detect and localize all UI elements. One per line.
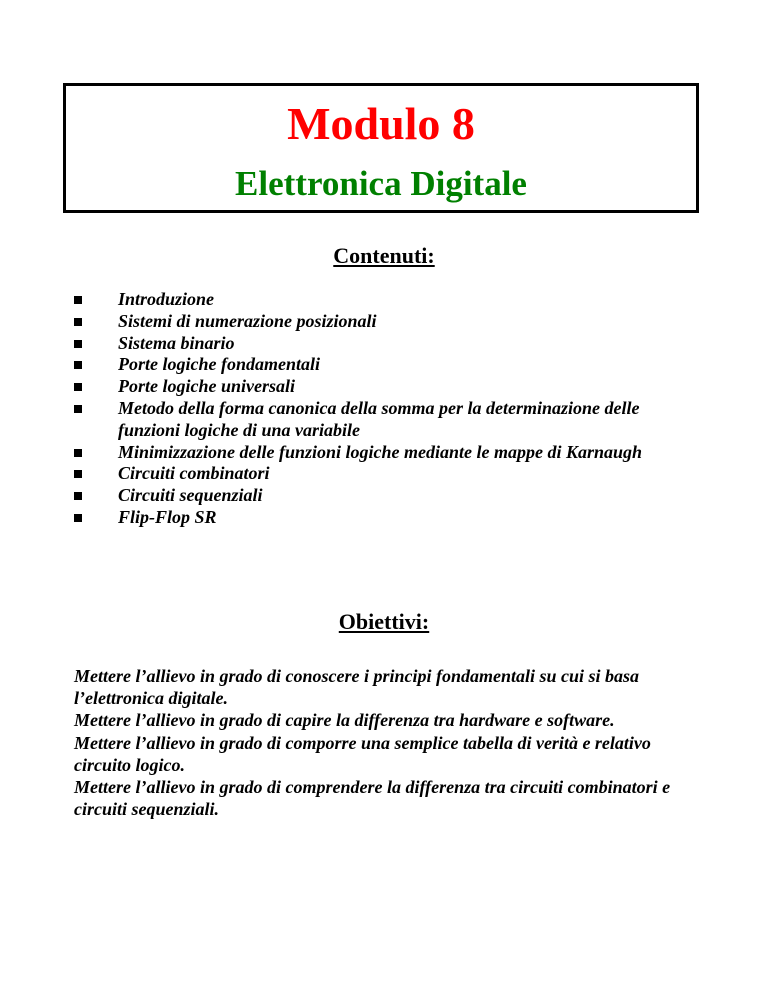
square-bullet-icon bbox=[74, 296, 82, 304]
list-item-text: Circuiti sequenziali bbox=[118, 485, 263, 506]
list-item bbox=[74, 376, 694, 398]
title-box bbox=[63, 83, 699, 213]
list-item bbox=[74, 354, 694, 376]
objective-paragraph: Mettere l’allievo in grado di capire la differenza tra hardware e software. bbox=[74, 710, 615, 731]
list-item-text: Flip-Flop SR bbox=[118, 506, 217, 527]
square-bullet-icon bbox=[74, 449, 82, 457]
square-bullet-icon bbox=[74, 340, 82, 348]
list-item bbox=[74, 507, 694, 529]
square-bullet-icon bbox=[74, 470, 82, 478]
module-subtitle: Elettronica Digitale bbox=[235, 164, 527, 203]
list-item bbox=[74, 398, 694, 442]
list-item-text: Circuiti combinatori bbox=[118, 463, 270, 484]
square-bullet-icon bbox=[74, 405, 82, 413]
square-bullet-icon bbox=[74, 492, 82, 500]
objective-paragraph: Mettere l’allievo in grado di comprendere la differenza tra circuiti combinatori e circuiti sequenziali. bbox=[74, 777, 671, 820]
objective-paragraph: Mettere l’allievo in grado di conoscere i principi fondamentali su cui si basa l’elettronica digitale. bbox=[74, 666, 639, 709]
square-bullet-icon bbox=[74, 514, 82, 522]
contents-heading: Contenuti: bbox=[333, 243, 435, 268]
list-item bbox=[74, 485, 694, 507]
list-item-text: Introduzione bbox=[118, 289, 215, 309]
list-item bbox=[74, 333, 694, 355]
square-bullet-icon bbox=[74, 318, 82, 326]
module-title: Modulo 8 bbox=[287, 98, 475, 149]
objectives-text bbox=[74, 665, 704, 820]
contents-list bbox=[74, 289, 694, 529]
list-item-text: Sistemi di numerazione posizionali bbox=[118, 310, 377, 331]
list-item bbox=[74, 311, 694, 333]
square-bullet-icon bbox=[74, 383, 82, 391]
list-item bbox=[74, 442, 694, 464]
square-bullet-icon bbox=[74, 361, 82, 369]
list-item-text: Metodo della forma canonica della somma per la determinazione delle funzioni logiche di una variabile bbox=[118, 397, 640, 440]
list-item bbox=[74, 463, 694, 485]
list-item-text: Porte logiche universali bbox=[118, 376, 295, 397]
objective-paragraph: Mettere l’allievo in grado di comporre una semplice tabella di verità e relativo circuito logico. bbox=[74, 732, 651, 775]
list-item-text: Sistema binario bbox=[118, 332, 235, 353]
list-item bbox=[74, 289, 694, 311]
list-item-text: Minimizzazione delle funzioni logiche mediante le mappe di Karnaugh bbox=[118, 441, 643, 462]
objectives-heading: Obiettivi: bbox=[338, 609, 430, 634]
list-item-text: Porte logiche fondamentali bbox=[118, 354, 320, 375]
